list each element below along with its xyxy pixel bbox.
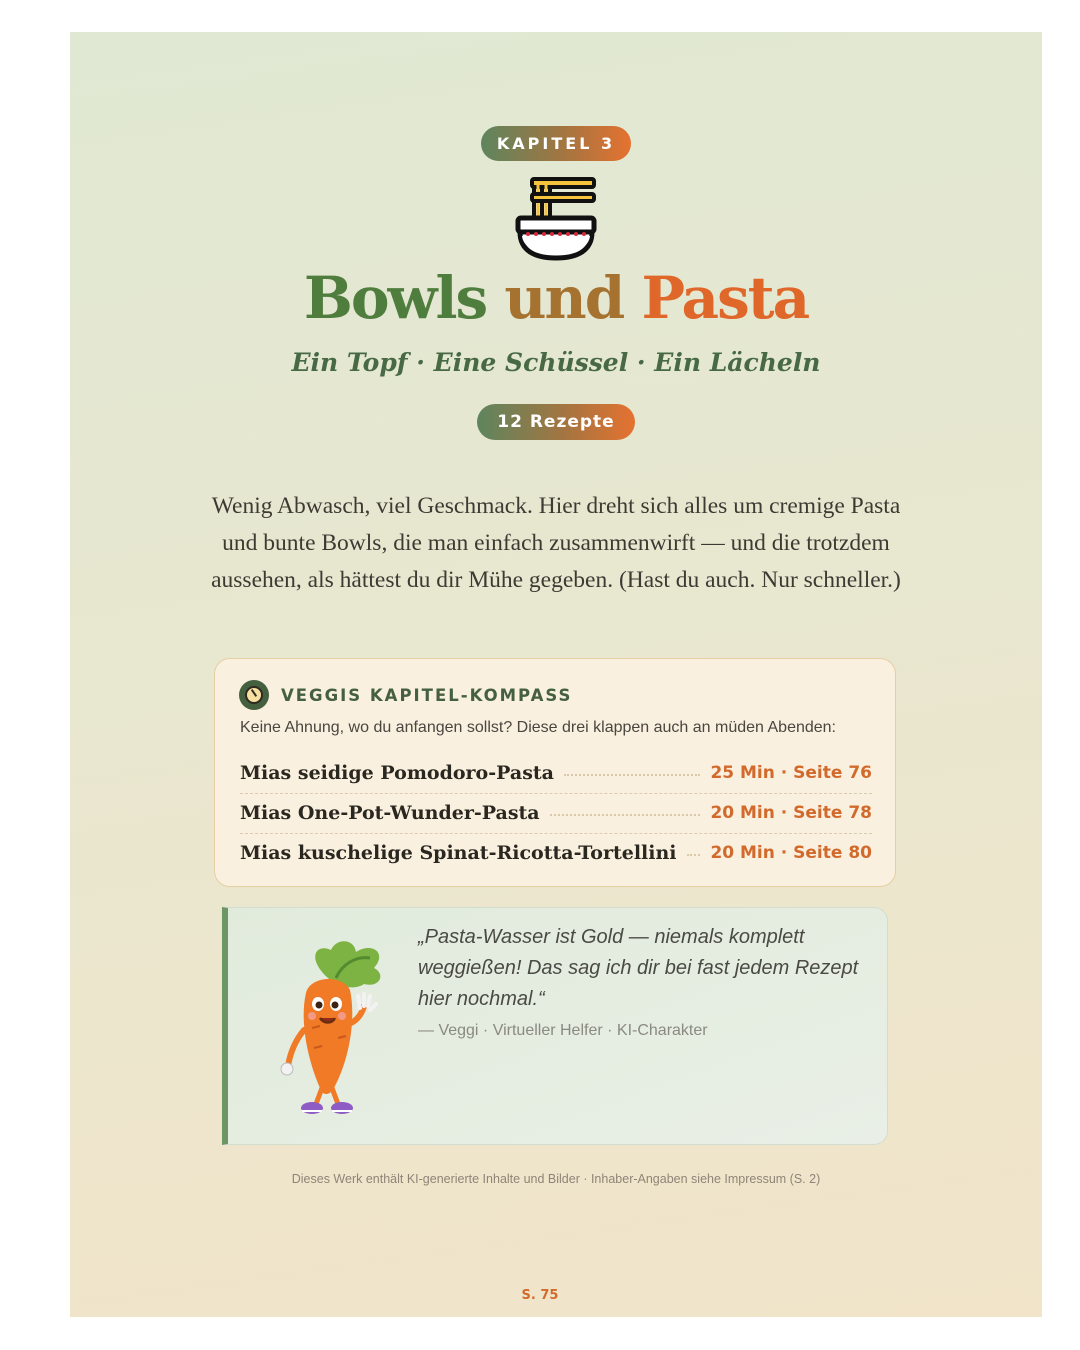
compass-title: VEGGIS KAPITEL-KOMPASS [281, 685, 573, 705]
recipe-name[interactable]: Mias kuschelige Spinat-Ricotta-Tortellini [240, 842, 677, 864]
chapter-compass-box [214, 658, 896, 887]
recipe-meta: 20 Min · Seite 78 [710, 803, 872, 823]
chapter-subtitle: Ein Topf · Eine Schüssel · Ein Lächeln [291, 348, 821, 377]
dot-leader [564, 774, 700, 776]
compass-intro: Keine Ahnung, wo du anfangen sollst? Diese drei klappen auch an müden Abenden: [240, 719, 836, 736]
title-word-1: Bowls [303, 264, 487, 332]
dot-leader [550, 814, 701, 816]
recipe-name[interactable]: Mias One-Pot-Wunder-Pasta [240, 802, 540, 824]
carrot-mascot [276, 938, 396, 1118]
recipe-name[interactable]: Mias seidige Pomodoro-Pasta [240, 762, 554, 784]
ramen-bowl-icon [512, 176, 600, 264]
recipe-row[interactable] [240, 793, 872, 834]
ai-disclaimer: Dieses Werk enthält KI-generierte Inhalte und Bilder · Inhaber-Angaben siehe Impressum (S. 2) [291, 1172, 821, 1186]
quote-text: „Pasta-Wasser ist Gold — niemals komplett weggießen! Das sag ich dir bei fast jedem Rezept hier nochmal.“ [418, 926, 859, 1010]
recipe-meta: 20 Min · Seite 80 [710, 843, 872, 863]
quote-author: — Veggi · Virtueller Helfer · KI-Charakter [418, 1022, 708, 1039]
recipe-count-badge: 12 Rezepte [477, 404, 635, 440]
compass-icon [239, 680, 269, 710]
page-number: S. 75 [521, 1288, 559, 1303]
title-word-2: und [504, 264, 624, 332]
chapter-intro: Wenig Abwasch, viel Geschmack. Hier dreht sich alles um cremige Pasta und bunte Bowls, die man einfach zusammenwirft — und die trotzdem aussehen, als hättest du dir Mühe gegeben. (Hast du auch. Nur schneller.) [211, 493, 901, 593]
dot-leader [687, 854, 701, 856]
recipe-row[interactable] [240, 753, 872, 794]
mascot-quote-box [222, 907, 888, 1145]
recipe-row[interactable] [240, 833, 872, 873]
chapter-title [70, 264, 1042, 332]
recipe-meta: 25 Min · Seite 76 [710, 763, 872, 783]
compass-header [239, 679, 572, 711]
cookbook-page [70, 32, 1042, 1317]
title-word-3: Pasta [641, 264, 809, 332]
chapter-badge: KAPITEL 3 [481, 126, 631, 161]
